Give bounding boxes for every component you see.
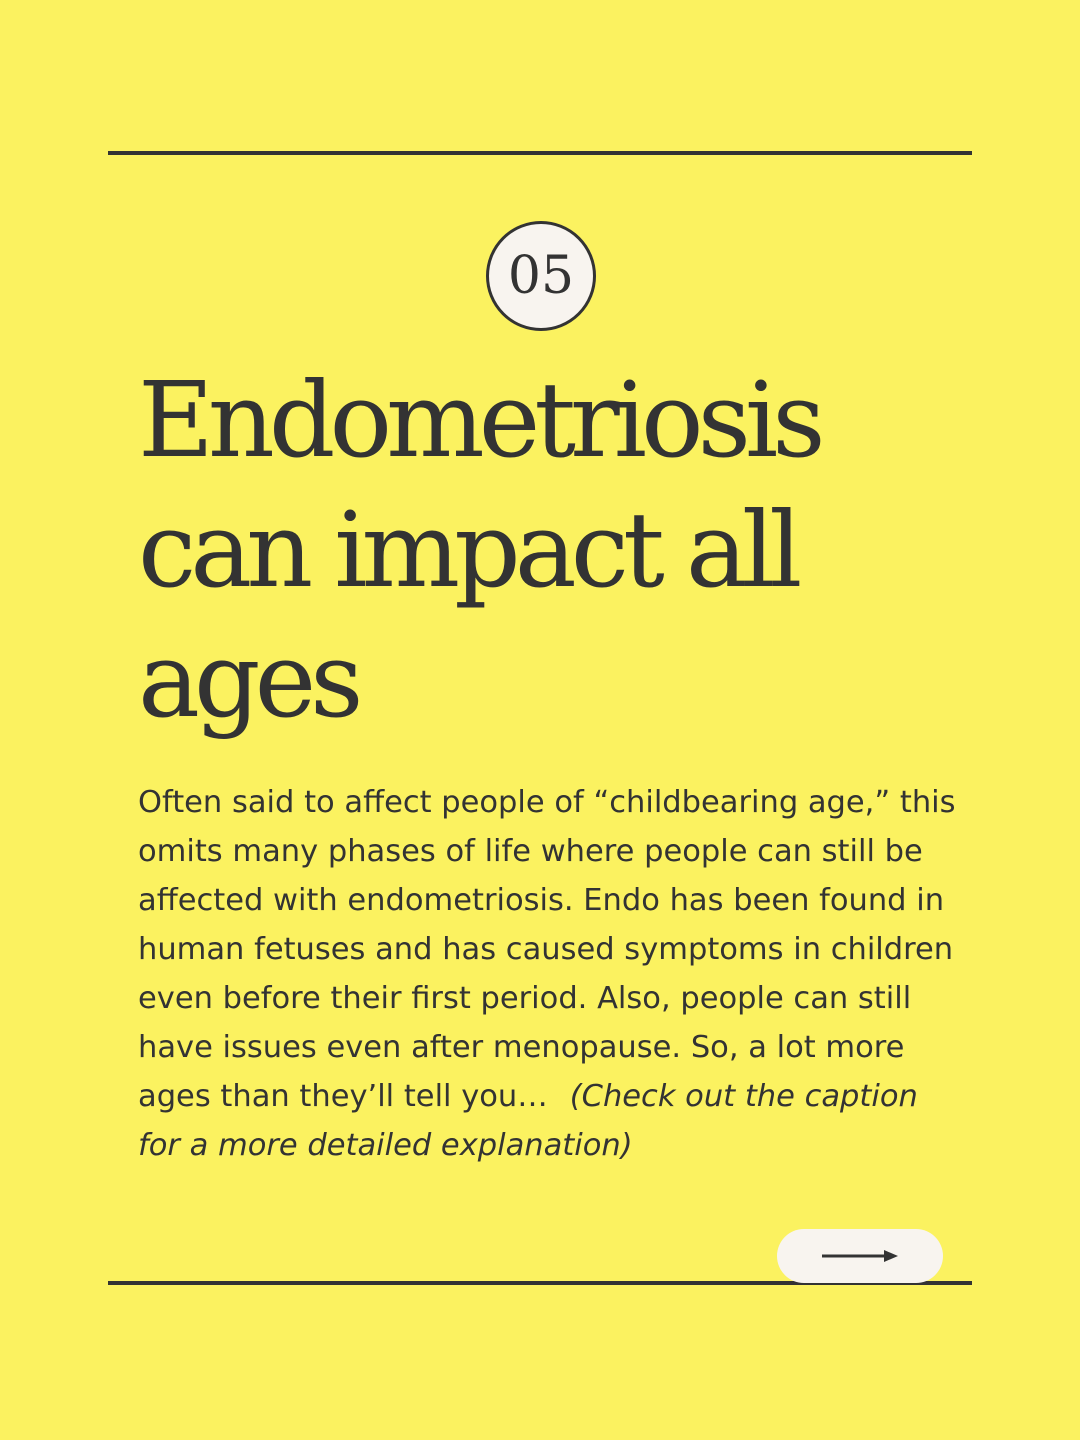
slide-number: 05 [507, 246, 575, 306]
slide-number-badge [486, 221, 596, 331]
top-divider [108, 151, 972, 155]
body-text: Often said to affect people of “childbearing age,” this omits many phases of life where people can still be affected with endometriosis. Endo has been found in human fetuses and has caused symptoms in children even before their first period. Also, people can still have issues even after menopause. So, a lot more ages than they’ll tell you… [138, 785, 956, 1114]
title-line-2: can impact all [138, 489, 797, 611]
arrow-right-icon [820, 1246, 900, 1266]
title-line-1: Endometriosis [138, 359, 820, 481]
caption-note: (Check out the caption for a more detailed explanation) [138, 1079, 918, 1163]
slide-title [138, 355, 958, 745]
next-slide-button[interactable] [777, 1229, 943, 1283]
title-line-3: ages [138, 619, 358, 741]
body-paragraph [138, 778, 958, 1170]
